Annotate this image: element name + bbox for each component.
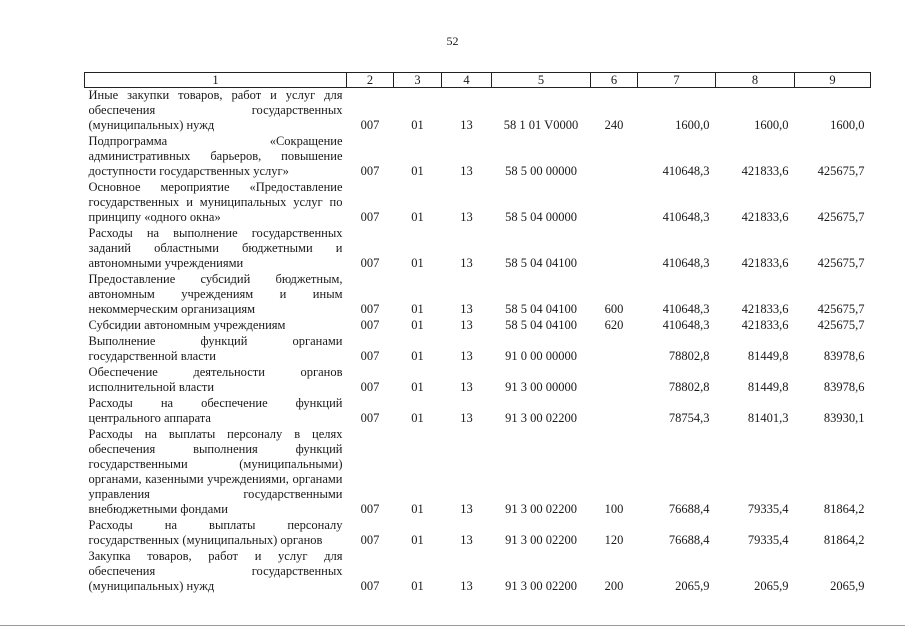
amount-year-2: 421833,6 xyxy=(741,164,789,178)
amount-year-3: 83978,6 xyxy=(823,349,865,363)
column-header: 7 xyxy=(638,73,716,88)
table-row xyxy=(85,365,871,396)
section-code: 01 xyxy=(411,118,424,132)
section-code: 01 xyxy=(411,411,424,425)
amount-year-2: 81449,8 xyxy=(747,349,789,363)
expense-name: Расходы на выплаты персоналу в целях обеспечения выполнения функций государственными (муниципальными) органами, казенными учреждениями, органами управления государственными внебюджетными фондами xyxy=(88,427,343,516)
section-code: 01 xyxy=(411,256,424,270)
page-number: 52 xyxy=(446,34,459,48)
expense-name: Основное мероприятие «Предоставление государственных и муниципальных услуг по принципу «одного окна» xyxy=(88,180,343,224)
amount-year-3: 81864,2 xyxy=(823,533,865,547)
ministry-code: 007 xyxy=(360,533,380,547)
table-row xyxy=(85,427,871,518)
subsection-code: 13 xyxy=(460,502,473,516)
target-article-code: 58 5 04 00000 xyxy=(505,210,577,224)
expense-name: Предоставление субсидий бюджетным, автономным учреждениям и иным некоммерческим организациям xyxy=(88,272,343,316)
amount-year-3: 425675,7 xyxy=(817,210,865,224)
page-bottom-divider xyxy=(0,625,905,626)
amount-year-2: 81449,8 xyxy=(747,380,789,394)
target-article-code: 91 3 00 02200 xyxy=(505,579,577,593)
amount-year-1: 410648,3 xyxy=(662,256,710,270)
target-article-code: 91 3 00 02200 xyxy=(505,533,577,547)
subsection-code: 13 xyxy=(460,349,473,363)
target-article-code: 91 3 00 00000 xyxy=(505,380,577,394)
section-code: 01 xyxy=(411,533,424,547)
expense-type-code xyxy=(591,180,638,226)
ministry-code: 007 xyxy=(360,256,380,270)
subsection-code: 13 xyxy=(460,411,473,425)
ministry-code: 007 xyxy=(360,302,380,316)
target-article-code: 58 5 04 04100 xyxy=(505,256,577,270)
subsection-code: 13 xyxy=(460,256,473,270)
expense-type-code xyxy=(591,365,638,396)
table-row xyxy=(85,396,871,427)
subsection-code: 13 xyxy=(460,302,473,316)
section-code: 01 xyxy=(411,349,424,363)
amount-year-1: 78802,8 xyxy=(668,380,710,394)
amount-year-3: 425675,7 xyxy=(817,256,865,270)
section-code: 01 xyxy=(411,302,424,316)
expense-type-code xyxy=(591,396,638,427)
amount-year-1: 78802,8 xyxy=(668,349,710,363)
expense-type-code: 240 xyxy=(604,118,624,132)
subsection-code: 13 xyxy=(460,118,473,132)
ministry-code: 007 xyxy=(360,380,380,394)
amount-year-2: 79335,4 xyxy=(747,502,789,516)
subsection-code: 13 xyxy=(460,533,473,547)
amount-year-2: 421833,6 xyxy=(741,256,789,270)
table-header-row xyxy=(85,73,871,88)
expense-type-code xyxy=(591,334,638,365)
budget-table xyxy=(84,72,871,595)
target-article-code: 91 3 00 02200 xyxy=(505,502,577,516)
subsection-code: 13 xyxy=(460,318,473,332)
amount-year-1: 76688,4 xyxy=(668,502,710,516)
amount-year-2: 421833,6 xyxy=(741,302,789,316)
section-code: 01 xyxy=(411,380,424,394)
amount-year-1: 1600,0 xyxy=(675,118,710,132)
expense-name: Расходы на обеспечение функций центрального аппарата xyxy=(88,396,343,425)
ministry-code: 007 xyxy=(360,411,380,425)
amount-year-1: 410648,3 xyxy=(662,164,710,178)
target-article-code: 91 3 00 02200 xyxy=(505,411,577,425)
expense-name: Субсидии автономным учреждениям xyxy=(88,318,286,332)
amount-year-3: 425675,7 xyxy=(817,164,865,178)
amount-year-2: 421833,6 xyxy=(741,210,789,224)
amount-year-3: 83978,6 xyxy=(823,380,865,394)
subsection-code: 13 xyxy=(460,164,473,178)
ministry-code: 007 xyxy=(360,118,380,132)
section-code: 01 xyxy=(411,579,424,593)
expense-name: Обеспечение деятельности органов исполнительной власти xyxy=(88,365,343,394)
table-row xyxy=(85,272,871,318)
expense-name: Расходы на выплаты персоналу государственных (муниципальных) органов xyxy=(88,518,343,547)
target-article-code: 58 5 00 00000 xyxy=(505,164,577,178)
table-row xyxy=(85,318,871,334)
subsection-code: 13 xyxy=(460,579,473,593)
section-code: 01 xyxy=(411,164,424,178)
column-header: 2 xyxy=(347,73,394,88)
amount-year-1: 2065,9 xyxy=(675,579,710,593)
section-code: 01 xyxy=(411,210,424,224)
expense-type-code xyxy=(591,134,638,180)
column-header: 6 xyxy=(591,73,638,88)
expense-name: Выполнение функций органами государственной власти xyxy=(88,334,343,363)
amount-year-1: 78754,3 xyxy=(668,411,710,425)
amount-year-1: 410648,3 xyxy=(662,302,710,316)
table-row xyxy=(85,518,871,549)
amount-year-3: 1600,0 xyxy=(830,118,865,132)
expense-type-code: 200 xyxy=(604,579,624,593)
column-header: 5 xyxy=(492,73,591,88)
expense-name: Расходы на выполнение государственных заданий областными бюджетными и автономными учреждениями xyxy=(88,226,343,270)
column-header: 9 xyxy=(795,73,871,88)
amount-year-2: 421833,6 xyxy=(741,318,789,332)
section-code: 01 xyxy=(411,502,424,516)
target-article-code: 91 0 00 00000 xyxy=(505,349,577,363)
amount-year-3: 2065,9 xyxy=(830,579,865,593)
expense-name: Иные закупки товаров, работ и услуг для обеспечения государственных (муниципальных) нужд xyxy=(88,88,343,132)
table-row xyxy=(85,226,871,272)
ministry-code: 007 xyxy=(360,210,380,224)
subsection-code: 13 xyxy=(460,380,473,394)
target-article-code: 58 1 01 V0000 xyxy=(503,118,579,132)
amount-year-1: 410648,3 xyxy=(662,318,710,332)
table-row xyxy=(85,334,871,365)
ministry-code: 007 xyxy=(360,502,380,516)
expense-name: Подпрограмма «Сокращение административных барьеров, повышение доступности государственных услуг» xyxy=(88,134,343,178)
expense-type-code: 100 xyxy=(604,502,624,516)
expense-type-code xyxy=(591,226,638,272)
amount-year-1: 410648,3 xyxy=(662,210,710,224)
amount-year-2: 81401,3 xyxy=(747,411,789,425)
subsection-code: 13 xyxy=(460,210,473,224)
ministry-code: 007 xyxy=(360,164,380,178)
amount-year-3: 425675,7 xyxy=(817,302,865,316)
ministry-code: 007 xyxy=(360,349,380,363)
amount-year-1: 76688,4 xyxy=(668,533,710,547)
ministry-code: 007 xyxy=(360,579,380,593)
amount-year-3: 81864,2 xyxy=(823,502,865,516)
column-header: 8 xyxy=(716,73,795,88)
expense-name: Закупка товаров, работ и услуг для обеспечения государственных (муниципальных) нужд xyxy=(88,549,343,593)
amount-year-2: 1600,0 xyxy=(754,118,789,132)
column-header: 3 xyxy=(394,73,442,88)
expense-type-code: 600 xyxy=(604,302,624,316)
target-article-code: 58 5 04 04100 xyxy=(505,302,577,316)
amount-year-2: 2065,9 xyxy=(754,579,789,593)
ministry-code: 007 xyxy=(360,318,380,332)
amount-year-3: 425675,7 xyxy=(817,318,865,332)
expense-type-code: 120 xyxy=(604,533,624,547)
amount-year-2: 79335,4 xyxy=(747,533,789,547)
column-header: 1 xyxy=(85,73,347,88)
target-article-code: 58 5 04 04100 xyxy=(505,318,577,332)
table-row xyxy=(85,180,871,226)
table-row xyxy=(85,134,871,180)
table-row xyxy=(85,549,871,595)
table-row xyxy=(85,88,871,135)
section-code: 01 xyxy=(411,318,424,332)
column-header: 4 xyxy=(442,73,492,88)
amount-year-3: 83930,1 xyxy=(823,411,865,425)
expense-type-code: 620 xyxy=(604,318,624,332)
